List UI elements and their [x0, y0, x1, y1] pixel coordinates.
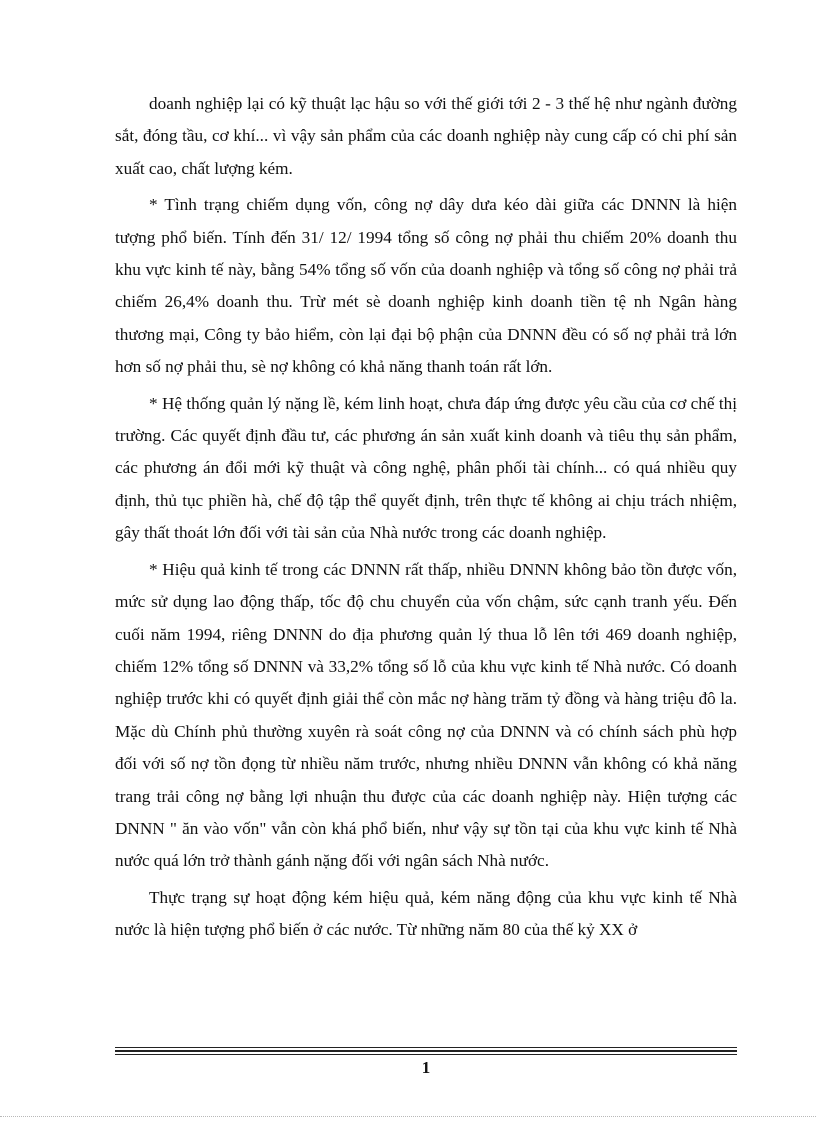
- paragraph-continuation: doanh nghiệp lại có kỹ thuật lạc hậu so với thế giới tới 2 - 3 thế hệ như ngành đường sắt, đóng tầu, cơ khí... vì vậy sản phẩm của các doanh nghiệp này cung cấp có chi phí sản xuất cao, chất lượng kém.: [115, 94, 737, 178]
- page-boundary-line: [0, 1116, 816, 1117]
- body-text: [115, 88, 737, 951]
- paragraph-debt-situation: * Tình trạng chiếm dụng vốn, công nợ dây dưa kéo dài giữa các DNNN là hiện tượng phổ biến. Tính đến 31/ 12/ 1994 tổng số công nợ phải thu chiếm 20% doanh thu khu vực kinh tế này, bằng 54% tổng số vốn của doanh nghiệp và tổng số công nợ phải trả chiếm 26,4% doanh thu. Trừ mét sè doanh nghiệp kinh doanh tiền tệ nh Ngân hàng thương mại, Công ty bảo hiểm, còn lại đại bộ phận của DNNN đều có số nợ phải trả lớn hơn số nợ phải thu, sè nợ không có khả năng thanh toán rất lớn.: [115, 195, 737, 377]
- page-number: 1: [421, 1058, 431, 1077]
- paragraph-management-system: * Hệ thống quản lý nặng lề, kém linh hoạt, chưa đáp ứng được yêu cầu của cơ chế thị trường. Các quyết định đầu tư, các phương án sản xuất kinh doanh và tiêu thụ sản phẩm, các phương án đổi mới kỹ thuật và công nghệ, phân phối tài chính... có quá nhiều quy định, thủ tục phiền hà, chế độ tập thể quyết định, trên thực tế không ai chịu trách nhiệm, gây thất thoát lớn đối với tài sản của Nhà nước trong các doanh nghiệp.: [115, 393, 737, 543]
- footer-divider-middle: [115, 1050, 737, 1052]
- footer-divider-bottom: [115, 1054, 737, 1055]
- footer-divider-top: [115, 1047, 737, 1048]
- paragraph-current-state: Thực trạng sự hoạt động kém hiệu quả, kém năng động của khu vực kinh tế Nhà nước là hiện tượng phổ biến ở các nước. Từ những năm 80 của thế kỷ XX ở: [115, 887, 737, 940]
- paragraph-economic-efficiency: * Hiệu quả kinh tế trong các DNNN rất thấp, nhiều DNNN không bảo tồn được vốn, mức sử dụng lao động thấp, tốc độ chu chuyển của vốn chậm, sức cạnh tranh yếu. Đến cuối năm 1994, riêng DNNN do địa phương quản lý thua lỗ lên tới 469 doanh nghiệp, chiếm 12% tổng số DNNN và 33,2% tổng số lỗ của khu vực kinh tế Nhà nước. Có doanh nghiệp trước khi có quyết định giải thể còn mắc nợ hàng trăm tỷ đồng và hàng triệu đô la. Mặc dù Chính phủ thường xuyên rà soát công nợ của DNNN và có chính sách phù hợp đối với số nợ tồn đọng từ nhiều năm trước, nhưng nhiều DNNN vẫn không có khả năng trang trải công nợ bằng lợi nhuận thu được của các doanh nghiệp này. Hiện tượng các DNNN " ăn vào vốn" vẫn còn khá phổ biến, như vậy sự tồn tại của khu vực kinh tế Nhà nước quá lớn trở thành gánh nặng đối với ngân sách Nhà nước.: [115, 559, 737, 871]
